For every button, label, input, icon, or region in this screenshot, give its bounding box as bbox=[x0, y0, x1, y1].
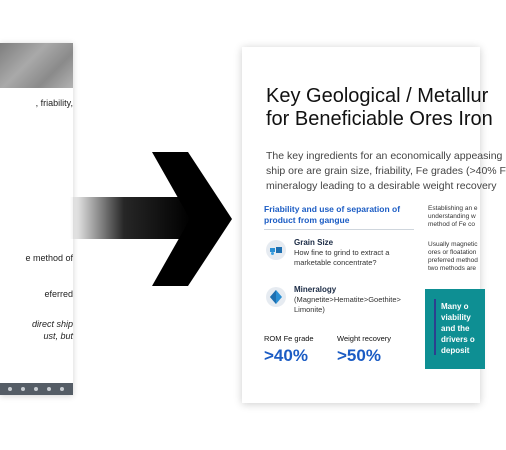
callout-line: Many o bbox=[441, 302, 469, 311]
callout-accent-bar bbox=[434, 299, 436, 355]
slide-text-line: direct ship bbox=[31, 319, 73, 329]
callout-line: deposit bbox=[441, 346, 470, 355]
intro-line: The key ingredients for an economically appeasing bbox=[266, 150, 503, 162]
footer-dot bbox=[8, 387, 12, 391]
footer-dot bbox=[21, 387, 25, 391]
callout-line: and the bbox=[441, 324, 470, 333]
right-column-paragraph bbox=[428, 241, 478, 273]
stat-value: >50% bbox=[337, 346, 381, 365]
paragraph-line: understanding w bbox=[428, 213, 476, 220]
slide-text-line: e method of bbox=[25, 253, 73, 263]
paragraph-line: Usually magnetic bbox=[428, 241, 478, 248]
intro-paragraph bbox=[266, 149, 506, 194]
item-description: How fine to grind to extract a marketable concentrate? bbox=[294, 248, 390, 267]
callout-box bbox=[425, 289, 485, 369]
callout-line: drivers o bbox=[441, 335, 475, 344]
stat-label: ROM Fe grade bbox=[264, 334, 314, 343]
intro-line: ship ore are grain size, friability, Fe grades (>40% F bbox=[266, 165, 506, 177]
section-divider bbox=[264, 229, 414, 230]
slide-text-line: ust, but bbox=[43, 331, 73, 341]
footer-dot bbox=[60, 387, 64, 391]
footer-dot bbox=[34, 387, 38, 391]
item-description: (Magnetite>Hematite>Goethite> Limonite) bbox=[294, 295, 401, 314]
slide-banner-image bbox=[0, 43, 73, 88]
callout-line: viability bbox=[441, 313, 471, 322]
previous-slide-thumbnail[interactable] bbox=[0, 43, 73, 395]
paragraph-line: two methods are bbox=[428, 265, 477, 272]
paragraph-line: method of Fe co bbox=[428, 221, 475, 228]
right-column-paragraph bbox=[428, 205, 478, 229]
slide-footer-bar bbox=[0, 383, 73, 395]
item-title: Mineralogy bbox=[294, 285, 337, 294]
section-heading: Friability and use of separation of product from gangue bbox=[264, 204, 401, 225]
slide-text-line: eferred bbox=[44, 289, 73, 299]
title-line: Key Geological / Metallur bbox=[266, 85, 489, 107]
current-slide[interactable] bbox=[242, 47, 506, 403]
right-arrow-icon bbox=[70, 152, 240, 286]
slide-title bbox=[266, 85, 493, 131]
footer-dot bbox=[47, 387, 51, 391]
paragraph-line: preferred method bbox=[428, 257, 478, 264]
paragraph-line: ores or floatation bbox=[428, 249, 477, 256]
grain-size-icon bbox=[266, 240, 286, 260]
callout-text bbox=[441, 301, 475, 356]
stat-value: >40% bbox=[264, 346, 308, 365]
paragraph-line: Establishing an e bbox=[428, 205, 478, 212]
stat-label: Weight recovery bbox=[337, 334, 392, 343]
intro-line: mineralogy leading to a desirable weight recovery bbox=[266, 180, 497, 192]
item-title: Grain Size bbox=[294, 238, 334, 247]
mineralogy-icon bbox=[266, 287, 286, 307]
title-line: for Beneficiable Ores Iron bbox=[266, 108, 493, 130]
slide-text-line: , friability, bbox=[35, 98, 73, 108]
